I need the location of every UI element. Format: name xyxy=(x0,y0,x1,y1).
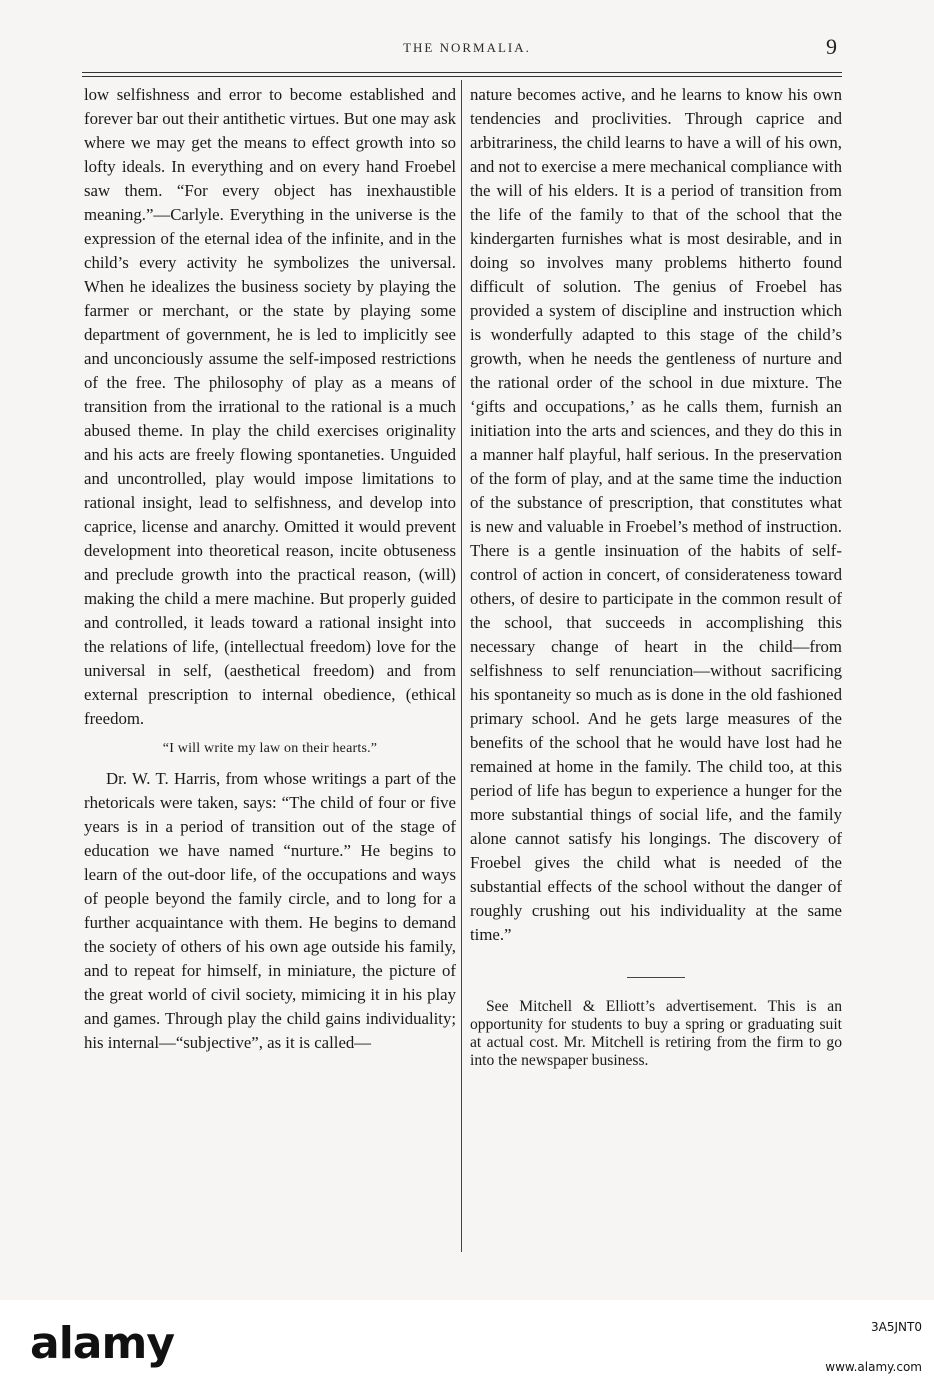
right-column xyxy=(470,83,842,1070)
paragraph-play-philosophy: low selfishness and error to become established and forever bar out their antithetic virtues. But one may ask where we may get the means to effect growth into so lofty ideals. In everything and on every hand Froebel saw them. “For every object has inexhaustible meaning.”—Carlyle. Everything in the universe is the expression of the eternal idea of the infinite, and in the child’s every activity he symbolizes the universal. When he idealizes the business society by playing the farmer or merchant, or the state by playing some department of government, he is led to implicitly see and unconciously assume the self-imposed restrictions of the free. The philosophy of play as a means of transition from the irrational to the rational is a much abused theme. In play the child exercises originality and his acts are freely flowing spontaneties. Unguided and uncontrolled, play would impose limitations to rational insight, lead to selfishness, and develop into caprice, license and anarchy. Omitted it would prevent development into theoretical reason, incite obtuseness and preclude growth into the practical reason, (will) making the child a mere machine. But properly guided and controlled, it leads toward a rational insight into the relations of life, (intellectual freedom) love for the universal in self, (aesthetical freedom) and from external prescription to internal obedience, (ethical freedom. xyxy=(84,85,456,728)
stock-url: www.alamy.com xyxy=(825,1360,922,1374)
column-divider xyxy=(461,80,462,1252)
header-rule xyxy=(82,72,842,73)
image-id: 3A5JNT0 xyxy=(871,1320,922,1334)
left-column xyxy=(84,83,456,1055)
running-title: THE NORMALIA. xyxy=(403,40,531,55)
advertisement-notice: See Mitchell & Elliott’s advertisement. This is an opportunity for students to buy a spring or graduating suit at actual cost. Mr. Mitchell is retiring from the firm to go into the newspaper business. xyxy=(470,998,842,1069)
header-rule-secondary xyxy=(82,76,842,77)
scripture-quote: “I will write my law on their hearts.” xyxy=(162,741,378,756)
paragraph-harris-quote: Dr. W. T. Harris, from whose writings a part of the rhetoricals were taken, says: “The child of four or five years is in a period of transition out of the stage of education we have named “nurture.” He begins to learn of the out-door life, of the occupations and ways of people beyond the family circle, and to long for a further acquaintance with them. He begins to demand the society of others of his own age outside his family, and to repeat for himself, in miniature, the picture of the great world of civil society, mimicing it in his play and games. Through play the child gains individuality; his internal—“subjective”, as it is called— xyxy=(84,769,456,1052)
paragraph-kindergarten: nature becomes active, and he learns to know his own tendencies and proclivities. Through caprice and arbitrariness, the child learns to have a will of his own, and not to exercise a mere mechanical compliance with the will of his elders. It is a period of transition from the life of the family to that of the school that the kindergarten furnishes what is most desirable, and in doing so involves many problems hitherto found difficult of solution. The genius of Froebel has provided a system of discipline and instruction which is wonderfully adapted to this stage of the child’s growth, when he needs the gentleness of nurture and the rational order of the school in due mixture. The ‘gifts and occupations,’ as he calls them, furnish an initiation into the arts and sciences, and they do this in a manner half playful, half serious. In the preservation of the form of play, and at the same time the induction of the substance of prescription, that constitutes what is new and valuable in Froebel’s method of instruction. There is a gentle insinuation of the habits of self-control of action in concert, of considerateness toward others, of desire to participate in the common result of the school, that succeeds in accomplishing this necessary change of heart in the child—from selfishness to self renunciation—without sacrificing his spontaneity so much as is done in the old fashioned primary school. And he gets large measures of the benefits of the school that he would have lost had he remained at home in the family. The child too, at this period of life has begun to experience a hunger for the more substantial things of social life, and the family alone cannot satisfy his longings. The discovery of Froebel gives the child what is needed of the substantial effects of the school without the danger of roughly crushing out his individuality at the same time.” xyxy=(470,85,842,944)
page-number: 9 xyxy=(826,34,837,59)
section-separator xyxy=(627,977,685,978)
brand-logo: alamy xyxy=(30,1318,174,1369)
